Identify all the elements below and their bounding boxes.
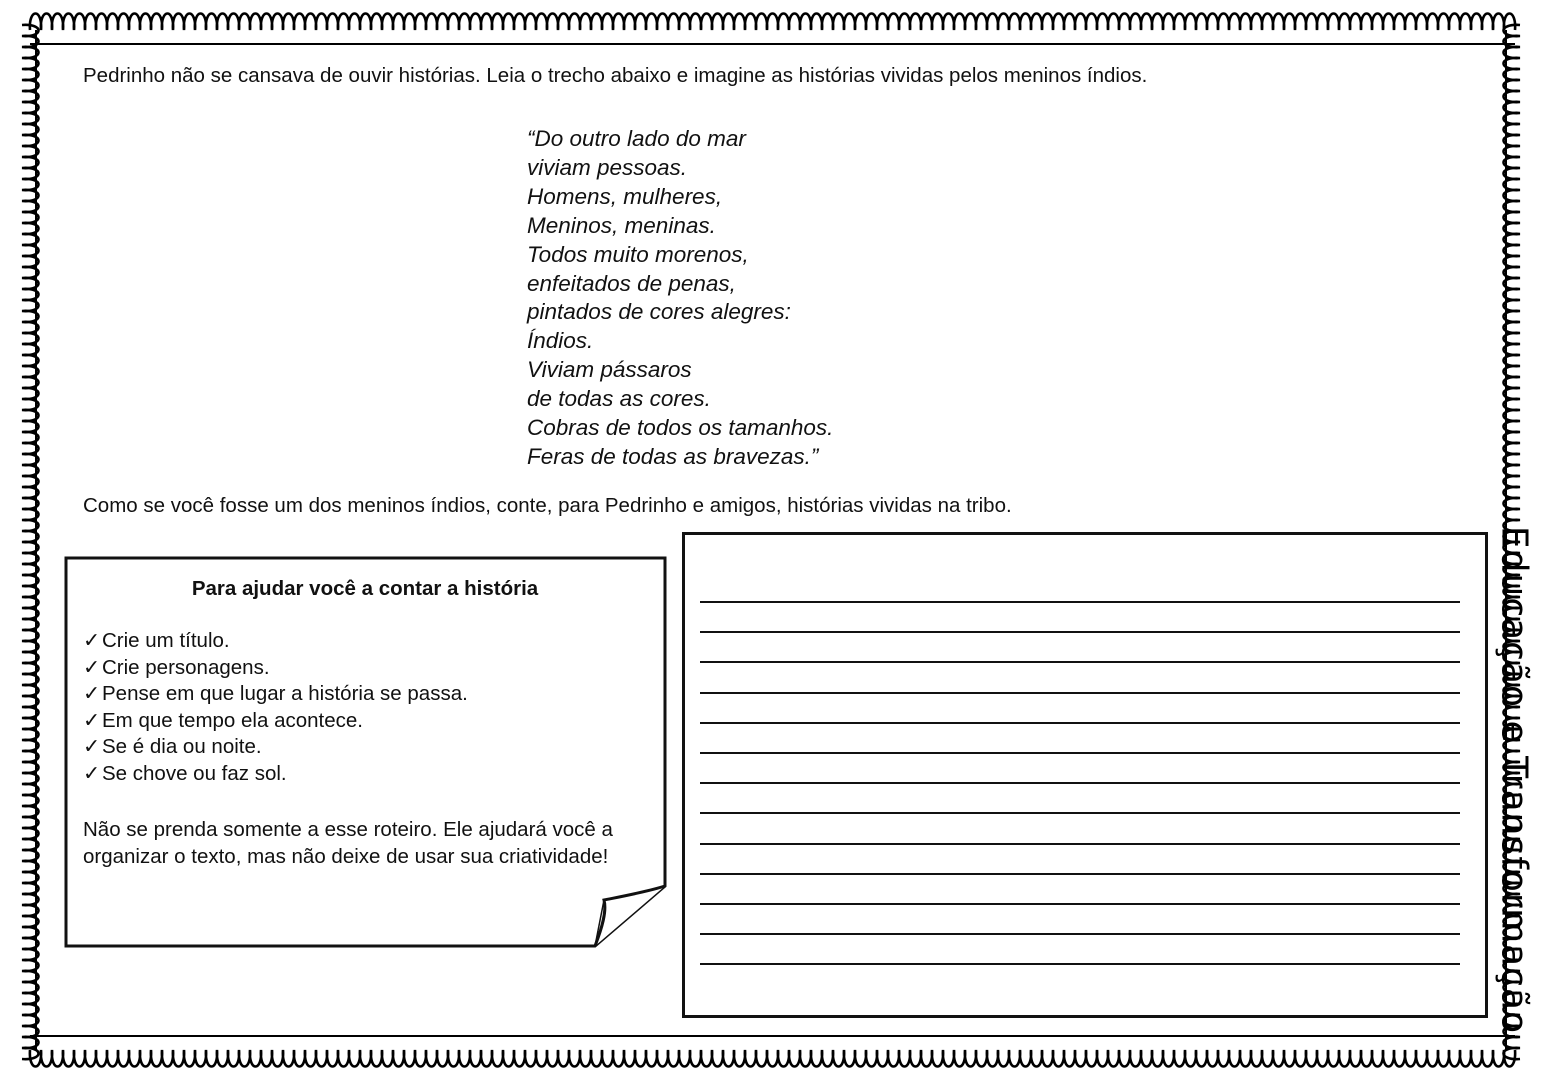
writing-line[interactable] — [700, 601, 1460, 603]
answer-writing-box[interactable] — [682, 532, 1488, 1018]
poem-line: “Do outro lado do mar — [527, 126, 746, 151]
tip-text: Crie um título. — [102, 629, 230, 652]
watermark-text: Educação e Transformação — [1493, 525, 1535, 1035]
writing-line[interactable] — [700, 843, 1460, 845]
poem-excerpt — [527, 125, 833, 472]
tip-text: Em que tempo ela acontece. — [102, 708, 363, 732]
poem-line: viviam pessoas. — [527, 154, 688, 180]
poem-line: Todos muito morenos, — [527, 241, 749, 267]
checkmark-icon: ✓ — [83, 629, 101, 652]
writing-line[interactable] — [700, 933, 1460, 935]
border-loop-path — [30, 1050, 1515, 1067]
tips-list — [83, 628, 468, 788]
tip-item — [83, 681, 468, 708]
checkmark-icon: ✓ — [83, 761, 101, 785]
tip-item — [83, 734, 468, 761]
tip-item — [83, 761, 468, 788]
writing-line[interactable] — [700, 752, 1460, 754]
poem-line: pintados de cores alegres: — [527, 299, 791, 325]
writing-line[interactable] — [700, 873, 1460, 875]
writing-line[interactable] — [700, 782, 1460, 784]
writing-line[interactable] — [700, 631, 1460, 633]
closing-note: Não se prenda somente a esse roteiro. Ele ajudará você a organizar o texto, mas não deixe de usar sua criatividade! — [83, 818, 613, 868]
checkmark-icon: ✓ — [83, 708, 101, 732]
poem-line: Índios. — [527, 328, 594, 354]
poem-line: enfeitados de penas, — [527, 270, 736, 296]
checkmark-icon: ✓ — [83, 682, 101, 706]
checkmark-icon: ✓ — [83, 735, 101, 759]
tip-text: Pense em que lugar a história se passa. — [102, 682, 468, 706]
writing-prompt: Como se você fosse um dos meninos índios, conte, para Pedrinho e amigos, histórias vividas na tribo. — [83, 494, 1012, 517]
writing-line[interactable] — [700, 903, 1460, 905]
intro-text: Pedrinho não se cansava de ouvir histórias. Leia o trecho abaixo e imagine as histórias vividas pelos meninos índios. — [83, 64, 1148, 87]
help-title: Para ajudar você a contar a história — [191, 577, 539, 600]
tip-text: Se é dia ou noite. — [102, 735, 262, 759]
poem-line: de todas as cores. — [527, 386, 711, 412]
writing-line[interactable] — [700, 963, 1460, 965]
poem-line: Cobras de todos os tamanhos. — [527, 415, 834, 441]
writing-line[interactable] — [700, 661, 1460, 663]
poem-line: Homens, mulheres, — [527, 183, 723, 209]
tip-item — [83, 628, 468, 655]
writing-line[interactable] — [700, 812, 1460, 814]
border-loop-path — [30, 14, 1515, 31]
tip-text: Crie personagens. — [102, 655, 270, 679]
tip-item — [83, 655, 468, 682]
checkmark-icon: ✓ — [83, 655, 101, 679]
tip-text: Se chove ou faz sol. — [102, 761, 287, 785]
poem-line: Feras de todas as bravezas.” — [527, 443, 819, 469]
tip-item — [83, 708, 468, 735]
poem-line: Meninos, meninas. — [527, 212, 716, 238]
writing-line[interactable] — [700, 722, 1460, 724]
writing-line[interactable] — [700, 692, 1460, 694]
poem-line: Viviam pássaros — [527, 357, 692, 383]
